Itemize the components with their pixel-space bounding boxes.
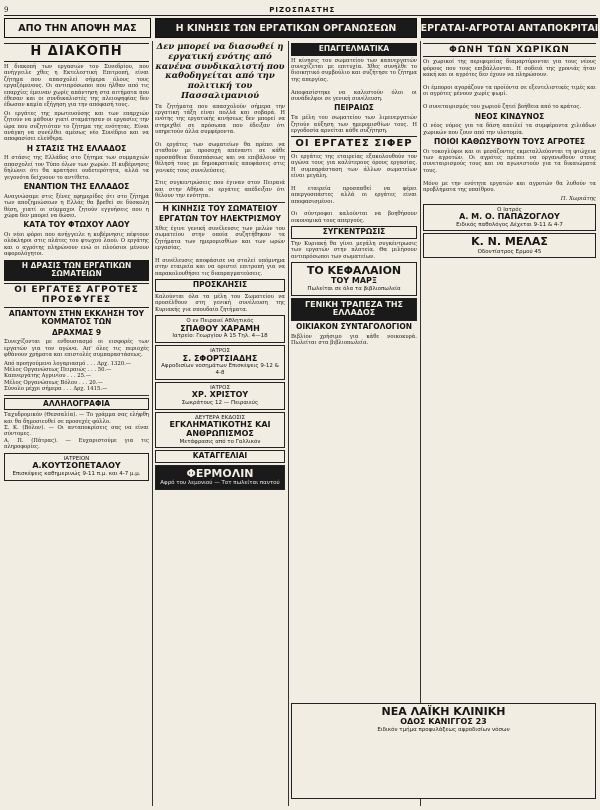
article-text: Η διακοπή των εργασιών του Συνεδρίου, που ανήγγειλε χθες η Εκτελεστική Επιτροπή, είναι ζήτημα που απασχολεί σήμερα όλους τους εργαζόμενους. Οι αντιπρόσωποι που ήλθαν από τις επαρχίες έμειναν χωρίς απάντηση στα αιτήματα που έθεσαν και οι συνδικαλιστές της πλειοψηφίας δεν έδωσαν καμία εξήγηση για την απόφασή τους. <box>4 63 151 109</box>
section-banners <box>4 18 599 38</box>
headline-diakopi: Η ΔΙΑΚΟΠΗ <box>4 43 149 62</box>
article-text: Την Κυριακή θα γίνει μεγάλη συγκέντρωσις των εργατών στην πλατεία. Θα μιλήσουν αντιπρόσωποι των σωματείων. <box>291 240 419 260</box>
subheadline: ΑΠΑΝΤΟΥΝ ΣΤΗΝ ΕΚΚΛΗΣΗ ΤΟΥ ΚΟΜΜΑΤΟΣ ΤΩΝ <box>8 308 145 327</box>
headline: ΚΑΤΑ ΤΟΥ ΦΤΩΧΟΥ ΛΑΟΥ <box>23 220 130 230</box>
ad-text: Ειδικός παθολόγος Δέχεται 9-11 & 4-7 <box>456 221 563 228</box>
article-text: Βιβλίον χρήσιμο για κάθε νοικοκυρά. Πωλείται στα βιβλιοπωλεία. <box>291 333 419 347</box>
headline-correspondence: ΑΛΛΗΛΟΓΡΑΦΙΑ <box>4 398 149 411</box>
masthead <box>4 4 596 16</box>
headline: ΕΝΑΝΤΙΟΝ ΤΗΣ ΕΛΛΑΔΟΣ <box>23 182 130 192</box>
article-text: Τα ζητήματα που απασχολούν σήμερα την εργατική τάξη είναι πολλά και σοβαρά. Η ενότης της εργατικής κινήσεως δεν μπορεί να στηριχθεί σε πρόσωπα που έδειξαν ότι υπηρετούν άλλα συμφέροντα. Οι εργάτες των σωματείων θα πρέπει να σταθούν με προσοχή απέναντι σε κάθε προσπάθεια διασπάσεως και να επιβάλουν τη θέλησή τους με δημοκρατικές αποφάσεις στις γενικές τους συνελεύσεις. Στις συγκεντρώσεις που έγιναν στον Πειραιά και στην Αθήνα οι εργάτες απέδειξαν ότι θέλουν την ενότητα. <box>155 103 285 200</box>
article-text: Αναγνώσαμε στις ξένες εφημερίδες ότι στο ζήτημα των αποζημιώσεων η Ελλάς θα βρεθεί σε δύσκολη θέση, γιατί οι σύμμαχοι ζητούν εγγυήσεις που η χώρα δεν μπορεί να δώσει. <box>4 193 151 219</box>
headline-complaints: ΚΑΤΑΓΓΕΛΙΑΙ <box>155 450 285 463</box>
ad-subname: ΤΟΥ ΜΑΡΞ <box>331 276 377 286</box>
article-text: Ταχυδρομικόν (Θεσσαλία). — Το γράμμα σας ελήφθη και θα δημοσιευθεί σε προσεχές φύλλο. Σ. Κ. (Βόλον). — Οι ανταποκρίσεις σας να είναι σύντομες. Α. Π. (Πάτρας). — Ευχαριστούμε για τις πληροφορίες. <box>4 412 149 451</box>
ad-name: Α. Μ. Ο. ΠΑΠΑΖΟΓΛΟΥ <box>459 212 560 222</box>
paper-name: ΡΙΖΟΣΠΑΣΤΗΣ <box>269 5 336 14</box>
ad-text: Αφροδισίων νοσημάτων Επισκέψεις 9-12 & 4-8 <box>161 363 279 376</box>
column-4 <box>423 41 596 806</box>
signature: Π. Χωριάτης <box>560 195 596 202</box>
ad-name: Σ. ΣΦΟΡΤΣΙΑΔΗΣ <box>182 353 258 363</box>
divider <box>4 395 149 396</box>
ad-text: Σωκράτους 12 — Πειραιεύς <box>181 399 259 406</box>
banner-our-view: ΑΠΟ ΤΗΝ ΑΠΟΨΗ ΜΑΣ <box>4 18 151 38</box>
column-rule <box>152 41 153 806</box>
page-number: 9 <box>4 5 9 14</box>
column-3 <box>291 41 417 806</box>
headline-rally: ΣΥΓΚΕΝΤΡΩΣΙΣ <box>291 226 417 239</box>
headline: Η ΣΤΑΣΙΣ ΤΗΣ ΕΛΛΑΔΟΣ <box>26 143 127 153</box>
ad-doctor <box>423 204 596 232</box>
ad-label: ΙΑΤΡΟΣ <box>210 348 230 355</box>
article-text: Οι χωρικοί της περιφερείας διαμαρτύρονται για τους νέους φόρους που τους επιβάλλονται. Η σοδειά της χρονιάς ήταν κακή και οι αγρότες δεν έχουν να πληρώσουν. Οι έμποροι αγοράζουν τα προϊόντα σε εξευτελιστικές τιμές και οι αγρότες μένουν χωρίς ψωμί. Ο συνεταιρισμός του χωριού ζητεί βοήθεια από το κράτος. <box>423 59 596 111</box>
ad-name: ΓΕΝΙΚΗ ΤΡΑΠΕΖΑ ΤΗΣ ΕΛΛΑΔΟΣ <box>305 299 403 318</box>
ad-book <box>155 412 285 449</box>
ad-text: Επισκέψεις καθημερινώς 9-11 π.μ. και 4-7 μ.μ. <box>12 471 141 478</box>
headline-sifer-workers: ΟΙ ΕΡΓΑΤΕΣ ΣΙΦΕΡ <box>291 136 417 152</box>
ad-text: Αφρό του λεμονιού — Τοτ πωλείται παντού <box>160 480 280 487</box>
newspaper-page <box>4 4 599 806</box>
ad-text: Πωλείται σε όλα τα βιβλιοπωλεία <box>307 286 401 293</box>
ad-label: Ο εν Πειραιεί Αθλητικός <box>186 318 254 325</box>
ad-name: ΕΓΚΛΗΜΑΤΙΚΟΤΗΣ ΚΑΙ ΑΝΘΡΩΠΙΣΜΟΣ <box>169 420 271 438</box>
headline-unions: Η ΔΡΑΣΙΣ ΤΩΝ ΕΡΓΑΤΙΚΩΝ ΣΩΜΑΤΕΙΩΝ <box>4 260 149 281</box>
headline-professional: ΕΠΑΓΓΕΛΜΑΤΙΚΑ <box>291 43 417 56</box>
headline: Η ΚΙΝΗΣΙΣ ΤΟΥ ΣΩΜΑΤΕΙΟΥ <box>162 203 278 213</box>
article-text: Ο νέος νόμος για τα δάση απειλεί τα συμφέροντα χιλιάδων χωρικών που ζουν από την υλοτομία. <box>423 123 598 136</box>
article-text: Συνεχίζονται με ενθουσιασμό οι εισφορές των εργατών για τον αγώνα. Απ' όλες τις περιοχές φθάνουν χρήματα και επιστολές συμπαραστάσεως. <box>4 339 151 359</box>
headline-villagers: ΦΩΝΗ ΤΩΝ ΧΩΡΙΚΩΝ <box>423 43 596 57</box>
headline: ΟΙΚΙΑΚΟΝ ΣΥΝΤΑΓΟΛΟΓΙΟΝ <box>296 322 412 332</box>
ad-address: ΟΔΟΣ ΚΑΝΙΓΓΟΣ 23 <box>400 717 487 727</box>
ad-name: Α.ΚΟΥΤΣΟΠΕΤΑΛΟΥ <box>32 461 121 471</box>
article-text: Οι νέοι φόροι που ανήγγειλε η κυβέρνησις πέφτουν ολόκληροι στις πλάτες του φτωχού λαού. Ο εργάτης και ο αγρότης πληρώνουν ενώ οι πλούσιοι μένουν αφορολόγητοι. <box>4 231 151 258</box>
ad-name: ΧΡ. ΧΡΙΣΤΟΥ <box>191 390 249 400</box>
column-rule <box>288 41 289 806</box>
article-text: Τα μέλη του σωματείου των λιμενεργατών ζητούν αύξηση των ημερομισθίων τους. Η εργοδοσία αρνείται κάθε συζήτηση. <box>291 115 419 134</box>
headline: ΠΕΙΡΑΙΩΣ <box>334 103 374 113</box>
ad-sports <box>155 315 285 343</box>
ad-fermolin <box>155 465 285 490</box>
ad-dentist <box>423 233 596 258</box>
ad-text: Ειδικόν τμήμα προφυλάξεως αφροδισίων νόσων <box>377 726 510 733</box>
banner-correspondents: ΕΡΓΑΤΑΙ-ΑΓΡΟΤΑΙ ΑΝΤΑΠΟΚΡΙΤΑΙ <box>421 18 598 38</box>
column-1 <box>4 41 149 806</box>
headline-unity: Δεν μπορεί να διασωθεί η εργατική ενότης από κανένα συνδικαλιστή που καθοδηγείται από την πολιτική του Πασσαλιμανιού <box>155 42 285 101</box>
article-text: Χθες έγινε γενική συνέλευσις των μελών του σωματείου στην οποία συζητήθηκαν τα ζητήματα των ημερομισθίων και των ωρών εργασίας. Η συνέλευσις αποφάσισε να σταλεί υπόμνημα στην εταιρεία και να οριστεί επιτροπή για να παρακολουθήσει τις διαπραγματεύσεις. <box>155 225 285 277</box>
headline-invitation: ΠΡΟΣΚΛΗΣΙΣ <box>155 279 285 292</box>
ad-doctor <box>4 453 149 481</box>
ad-doctor <box>155 382 285 410</box>
subheadline-amount: ΔΡΑΧΜΑΣ 9 <box>51 327 102 337</box>
ad-text: Μετάφρασις από το Γαλλικόν <box>179 438 261 445</box>
ad-text: Ιατρείο: Γεωργίου Ά 15 Τηλ. 4—18 <box>172 333 268 340</box>
ad-doctor <box>155 345 285 380</box>
donation-ledger: Από προηγούμενο λογαριασμό . . . Δρχ. 1320.— Μέλος Οργανώσεως Πειραιώς . . . 50.— Καπνεργάτης Αγρινίου . . . 25.— Μέλος Οργανώσεως Βόλου . . . 20.— Σύνολο μέχρι σήμερα . . . Δρχ. 1415.— <box>4 360 132 393</box>
article-text: Οι εργάτες της εταιρείας εξακολουθούν τον αγώνα τους για καλύτερους όρους εργασίας. Η συμπαράσταση των άλλων σωματείων είναι μεγάλη. Η εταιρεία προσπαθεί να φέρει απεργοσπάστες αλλά οι εργάτες είναι αποφασισμένοι. Οι σύντροφοι καλούνται να βοηθήσουν οικονομικά τους απεργούς. <box>291 153 417 224</box>
ad-capital-book <box>291 262 417 295</box>
column-2 <box>155 41 285 806</box>
ad-name: ΦΕΡΜΟΛΙΝ <box>186 466 254 480</box>
headline-workers: ΟΙ ΕΡΓΑΤΕΣ ΑΓΡΟΤΕΣ ΠΡΟΣΦΥΓΕΣ <box>4 283 149 308</box>
ad-name: ΣΠΑΘΟΥ ΧΑΡΑΜΗ <box>180 323 260 333</box>
subheadline: ΕΡΓΑΤΩΝ ΤΟΥ ΗΛΕΚΤΡΙΣΜΟΥ <box>159 214 281 224</box>
article-text: Η κίνησις του σωματείου των καπνεργατών συνεχίζεται με επιτυχία. Χθες συνήλθε το διοικητικό συμβούλιο και συζήτησε το ζήτημα της απεργίας. Αποφασίστηκε να καλεστούν όλοι οι συνάδελφοι σε γενική συνέλευση. <box>291 57 417 103</box>
banner-labor-movement: Η ΚΙΝΗΣΙΣ ΤΩΝ ΕΡΓΑΤΙΚΩΝ ΟΡΓΑΝΩΣΕΩΝ <box>155 18 417 38</box>
article-text: Οι τοκογλύφοι και οι μεσάζοντες εκμεταλλεύονται τη φτώχεια των αγροτών. Οι αγρότες πρέπει να οργανωθούν στους συνεταιρισμούς τους και να αγωνιστούν για τα δικαιώματά τους. Μόνο με την ενότητα εργατών και αγροτών θα λυθούν τα προβλήματα της υπαίθρου. <box>423 148 596 194</box>
headline: ΝΕΟΣ ΚΙΝΔΥΝΟΣ <box>474 111 545 121</box>
ad-name: Κ. Ν. ΜΕΛΑΣ <box>471 235 548 249</box>
article-text: Η στάσις της Ελλάδος στο ζήτημα των συμμαχιών απασχολεί τον Τύπο όλων των χωρών. Η κυβέρνησις δηλώνει ότι θα κρατήσει ουδετερότητα, αλλά τα γεγονότα δείχνουν το αντίθετο. <box>4 155 151 181</box>
ad-name: ΝΕΑ ΛΑΪΚΗ ΚΛΙΝΙΚΗ <box>381 705 506 718</box>
headline: ΠΟΙΟΙ ΚΑΘΩΣΥΒΟΥΝ ΤΟΥΣ ΑΓΡΟΤΕΣ <box>433 137 586 147</box>
divider <box>155 202 285 203</box>
ad-clinic <box>291 703 596 799</box>
ad-label: ΙΑΤΡΟΣ <box>210 384 230 391</box>
ad-name: ΤΟ ΚΕΦΑΛΑΙΟΝ <box>306 264 402 278</box>
article-text: Οι εργάτες της πρωτευούσης και των επαρχιών ζητούν να μάθουν γιατί σταμάτησαν οι εργασίες την ώρα που συζητιόταν το ζήτημα της ενότητας. Είναι ανάγκη να συνέλθει αμέσως νέο Συνέδριο και να αποφασίσει ελεύθερα. <box>4 110 151 143</box>
ad-label: ΙΑΤΡΕΙΟΝ <box>63 455 90 462</box>
ad-label: ΔΕΥΤΕΡΑ ΕΚΔΟΣΙΣ <box>194 414 245 421</box>
columns <box>4 41 596 806</box>
article-text: Καλούνται όλα τα μέλη του Σωματείου να προσέλθουν στη γενική συνέλευση της Κυριακής για σπουδαία ζητήματα. <box>155 293 287 313</box>
ad-label: Ο Ιατρός <box>497 206 522 213</box>
ad-text: Οδοντίατρος Ερμού 45 <box>477 248 542 255</box>
ad-bank <box>291 298 417 322</box>
column-rule <box>420 41 421 806</box>
